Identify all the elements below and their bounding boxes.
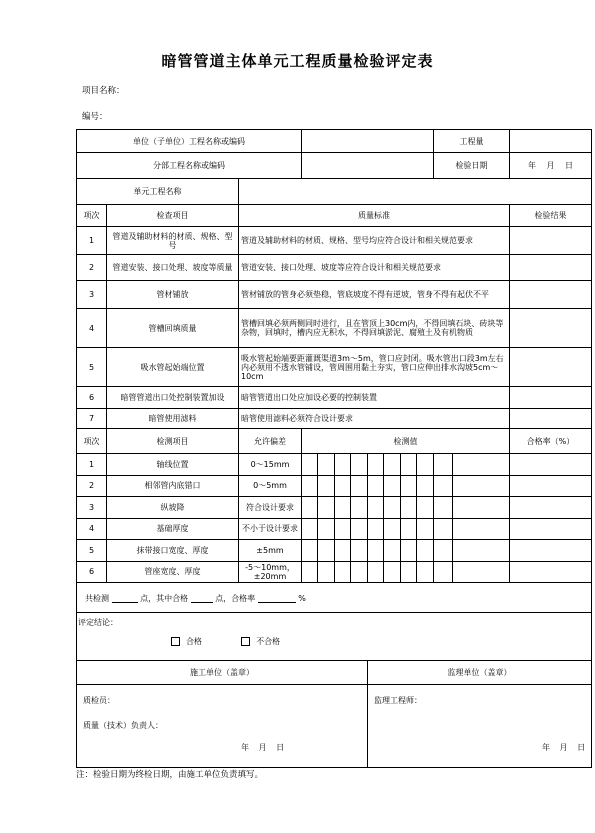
row-number: 5 bbox=[77, 540, 107, 562]
construction-sign-cell bbox=[77, 685, 368, 768]
table-row bbox=[77, 561, 592, 583]
conclusion-label: 评定结论： bbox=[78, 618, 118, 627]
measured-value-cell[interactable] bbox=[302, 475, 318, 497]
table-row bbox=[77, 348, 592, 387]
measured-value-cell[interactable] bbox=[453, 540, 510, 562]
table-row bbox=[77, 227, 592, 255]
subproject-field[interactable] bbox=[302, 153, 434, 179]
inspection-item: 管道及辅助材料的材质、规格、型号 bbox=[107, 227, 239, 255]
col-measure-item-header: 检测项目 bbox=[107, 429, 239, 454]
tolerance: -5～10mm，±20mm bbox=[239, 561, 302, 583]
measured-value-cell[interactable] bbox=[318, 475, 335, 497]
unit-project-field[interactable] bbox=[302, 130, 434, 153]
pass-rate-cell[interactable] bbox=[510, 518, 592, 540]
measured-value-cell[interactable] bbox=[318, 454, 335, 476]
result-field[interactable] bbox=[510, 309, 592, 348]
measured-value-cell[interactable] bbox=[401, 454, 417, 476]
measured-value-cell[interactable] bbox=[318, 540, 335, 562]
total-prefix: 共检测 bbox=[85, 593, 109, 603]
measured-value-cell[interactable] bbox=[434, 518, 453, 540]
col-tolerance-header: 允许偏差 bbox=[239, 429, 302, 454]
quality-standard: 暗管使用滤料必须符合设计要求 bbox=[239, 409, 510, 429]
inspection-item: 暗管使用滤料 bbox=[107, 409, 239, 429]
measure-item: 相邻管内底错口 bbox=[107, 475, 239, 497]
conclusion-options bbox=[78, 637, 589, 646]
measure-item: 纵坡降 bbox=[107, 497, 239, 519]
measured-value-cell[interactable] bbox=[453, 475, 510, 497]
supervision-sign-cell bbox=[368, 685, 592, 768]
measured-value-cell[interactable] bbox=[384, 497, 401, 519]
measured-value-cell[interactable] bbox=[368, 518, 384, 540]
inspection-item: 吸水管起始端位置 bbox=[107, 348, 239, 387]
result-field[interactable] bbox=[510, 409, 592, 429]
measured-value-cell[interactable] bbox=[351, 497, 368, 519]
measured-value-cell[interactable] bbox=[335, 454, 351, 476]
page-title: 暗管管道主体单元工程质量检验评定表 bbox=[161, 52, 434, 70]
row-number: 7 bbox=[77, 409, 107, 429]
unit-element-field[interactable] bbox=[239, 179, 592, 205]
quality-standard: 管道及辅助材料的材质、规格、型号均应符合设计和相关规范要求 bbox=[239, 227, 510, 255]
supervision-date: 年 月 日 bbox=[542, 743, 586, 752]
pass-checkbox[interactable] bbox=[171, 637, 180, 646]
measured-value-cell[interactable] bbox=[434, 454, 453, 476]
tolerance: ±5mm bbox=[239, 540, 302, 562]
result-field[interactable] bbox=[510, 255, 592, 281]
pass-rate-cell[interactable] bbox=[510, 454, 592, 476]
quality-standard: 吸水管起始端要距灌溉渠道3m～5m，管口应封闭。吸水管出口段3m左右内必须用不透水管铺设，管周围用黏土夯实，管口应伸出排水沟坡5cm～10cm bbox=[239, 348, 510, 387]
measured-value-cell[interactable] bbox=[302, 540, 318, 562]
measured-value-cell[interactable] bbox=[318, 497, 335, 519]
measured-value-cell[interactable] bbox=[351, 561, 368, 583]
measured-value-cell[interactable] bbox=[417, 561, 434, 583]
measured-value-cell[interactable] bbox=[335, 497, 351, 519]
inspection-item: 管道安装、接口处理、坡度等质量 bbox=[107, 255, 239, 281]
measured-value-cell[interactable] bbox=[368, 540, 384, 562]
quality-lead-label: 质量（技术）负责人： bbox=[83, 721, 163, 730]
row-number: 4 bbox=[77, 518, 107, 540]
measured-value-cell[interactable] bbox=[335, 561, 351, 583]
measured-value-cell[interactable] bbox=[434, 497, 453, 519]
total-field[interactable] bbox=[112, 593, 138, 603]
table-row bbox=[77, 409, 592, 429]
measure-item: 管座宽度、厚度 bbox=[107, 561, 239, 583]
row-number: 6 bbox=[77, 387, 107, 409]
measured-value-cell[interactable] bbox=[302, 561, 318, 583]
table-row bbox=[77, 255, 592, 281]
quality-standard: 管材铺放的管身必须垫稳，管底坡度不得有逆坡，管身不得有起伏不平 bbox=[239, 281, 510, 309]
measured-value-cell[interactable] bbox=[401, 518, 417, 540]
measured-value-cell[interactable] bbox=[417, 475, 434, 497]
col-no-header: 项次 bbox=[77, 429, 107, 454]
row-number: 1 bbox=[77, 227, 107, 255]
table-row bbox=[77, 309, 592, 348]
table-row bbox=[77, 281, 592, 309]
result-field[interactable] bbox=[510, 281, 592, 309]
conclusion-cell bbox=[77, 613, 592, 661]
table-row bbox=[77, 518, 592, 540]
measured-value-cell[interactable] bbox=[384, 454, 401, 476]
pass-rate-cell[interactable] bbox=[510, 540, 592, 562]
measured-value-cell[interactable] bbox=[401, 540, 417, 562]
measured-value-cell[interactable] bbox=[351, 454, 368, 476]
measured-value-cell[interactable] bbox=[335, 540, 351, 562]
table-row bbox=[77, 475, 592, 497]
table-row bbox=[77, 497, 592, 519]
measured-value-cell[interactable] bbox=[434, 540, 453, 562]
row-number: 6 bbox=[77, 561, 107, 583]
measured-value-cell[interactable] bbox=[351, 540, 368, 562]
measured-value-cell[interactable] bbox=[384, 540, 401, 562]
fail-checkbox[interactable] bbox=[241, 637, 250, 646]
quantity-label: 工程量 bbox=[434, 130, 510, 153]
inspection-item: 管槽回填质量 bbox=[107, 309, 239, 348]
inspection-item: 管材铺放 bbox=[107, 281, 239, 309]
row-number: 1 bbox=[77, 454, 107, 476]
fail-label: 不合格 bbox=[256, 637, 281, 646]
col-values-header: 检测值 bbox=[302, 429, 510, 454]
measured-value-cell[interactable] bbox=[351, 475, 368, 497]
check-date-field[interactable]: 年 月 日 bbox=[510, 153, 592, 179]
points-text: 点，其中合格 bbox=[140, 593, 189, 603]
measure-item: 轴线位置 bbox=[107, 454, 239, 476]
quantity-field[interactable] bbox=[510, 130, 592, 153]
measured-value-cell[interactable] bbox=[417, 454, 434, 476]
unit-element-label: 单元工程名称 bbox=[77, 179, 239, 205]
col-rate-header: 合格率（%） bbox=[510, 429, 592, 454]
measured-value-cell[interactable] bbox=[368, 454, 384, 476]
table-row bbox=[77, 454, 592, 476]
measured-value-cell[interactable] bbox=[401, 475, 417, 497]
measured-value-cell[interactable] bbox=[302, 454, 318, 476]
measured-value-cell[interactable] bbox=[453, 561, 510, 583]
col-standard-header: 质量标准 bbox=[239, 205, 510, 227]
measure-item: 抹带接口宽度、厚度 bbox=[107, 540, 239, 562]
row-number: 3 bbox=[77, 281, 107, 309]
pass-rate-cell[interactable] bbox=[510, 497, 592, 519]
result-field[interactable] bbox=[510, 348, 592, 387]
percent-sign: % bbox=[298, 593, 306, 603]
measured-value-cell[interactable] bbox=[368, 561, 384, 583]
measured-value-cell[interactable] bbox=[453, 454, 510, 476]
inspector-label: 质检员： bbox=[83, 696, 115, 705]
table-row bbox=[77, 387, 592, 409]
result-field[interactable] bbox=[510, 387, 592, 409]
row-number: 5 bbox=[77, 348, 107, 387]
summary-line bbox=[77, 583, 592, 613]
measured-value-cell[interactable] bbox=[434, 561, 453, 583]
row-number: 2 bbox=[77, 475, 107, 497]
quality-standard: 管道安装、接口处理、坡度等应符合设计和相关规范要求 bbox=[239, 255, 510, 281]
tolerance: 符合设计要求 bbox=[239, 497, 302, 519]
col-item-header: 检查项目 bbox=[107, 205, 239, 227]
measured-value-cell[interactable] bbox=[384, 475, 401, 497]
tolerance: 不小于设计要求 bbox=[239, 518, 302, 540]
pass-rate-cell[interactable] bbox=[510, 475, 592, 497]
measured-value-cell[interactable] bbox=[368, 475, 384, 497]
row-number: 3 bbox=[77, 497, 107, 519]
row-number: 2 bbox=[77, 255, 107, 281]
measured-value-cell[interactable] bbox=[384, 561, 401, 583]
project-name-label: 项目名称： bbox=[82, 86, 125, 96]
measured-value-cell[interactable] bbox=[368, 497, 384, 519]
measured-value-cell[interactable] bbox=[302, 518, 318, 540]
col-result-header: 检验结果 bbox=[510, 205, 592, 227]
result-field[interactable] bbox=[510, 227, 592, 255]
measured-value-cell[interactable] bbox=[401, 497, 417, 519]
row-number: 4 bbox=[77, 309, 107, 348]
measured-value-cell[interactable] bbox=[335, 518, 351, 540]
tolerance: 0～15mm bbox=[239, 454, 302, 476]
rate-text: 点，合格率 bbox=[215, 593, 256, 603]
measured-value-cell[interactable] bbox=[318, 518, 335, 540]
col-no-header: 项次 bbox=[77, 205, 107, 227]
number-label: 编号： bbox=[82, 112, 108, 122]
subproject-label: 分部工程名称或编码 bbox=[77, 153, 302, 179]
table-row bbox=[77, 540, 592, 562]
construction-date: 年 月 日 bbox=[241, 743, 285, 752]
measured-value-cell[interactable] bbox=[417, 518, 434, 540]
measured-value-cell[interactable] bbox=[401, 561, 417, 583]
construction-unit-label: 施工单位（盖章） bbox=[77, 661, 368, 685]
measured-value-cell[interactable] bbox=[417, 540, 434, 562]
pass-rate-cell[interactable] bbox=[510, 561, 592, 583]
tolerance: 0～5mm bbox=[239, 475, 302, 497]
qualified-field[interactable] bbox=[191, 593, 213, 603]
rate-field[interactable] bbox=[258, 593, 296, 603]
measured-value-cell[interactable] bbox=[434, 475, 453, 497]
measured-value-cell[interactable] bbox=[453, 518, 510, 540]
measured-value-cell[interactable] bbox=[453, 497, 510, 519]
quality-standard: 管槽回填必须两侧同时进行，且在管顶上30cm内，不得回填石块、砖块等杂物，回填时，槽内应无积水，不得回填淤泥、腐殖土及有机物质 bbox=[239, 309, 510, 348]
footnote: 注：检验日期为终检日期，由施工单位负责填写。 bbox=[76, 770, 264, 780]
pass-label: 合格 bbox=[186, 637, 202, 646]
quality-standard: 暗管管道出口处应加设必要的控制装置 bbox=[239, 387, 510, 409]
measured-value-cell[interactable] bbox=[335, 475, 351, 497]
measured-value-cell[interactable] bbox=[302, 497, 318, 519]
measured-value-cell[interactable] bbox=[384, 518, 401, 540]
inspection-item: 暗管管道出口处控制装置加设 bbox=[107, 387, 239, 409]
measured-value-cell[interactable] bbox=[417, 497, 434, 519]
evaluation-table bbox=[76, 129, 592, 768]
supervision-unit-label: 监理单位（盖章） bbox=[368, 661, 592, 685]
supervisor-label: 监理工程师： bbox=[374, 696, 422, 705]
unit-project-label: 单位（子单位）工程名称或编码 bbox=[77, 130, 302, 153]
measured-value-cell[interactable] bbox=[351, 518, 368, 540]
check-date-label: 检验日期 bbox=[434, 153, 510, 179]
measured-value-cell[interactable] bbox=[318, 561, 335, 583]
measure-item: 基础厚度 bbox=[107, 518, 239, 540]
